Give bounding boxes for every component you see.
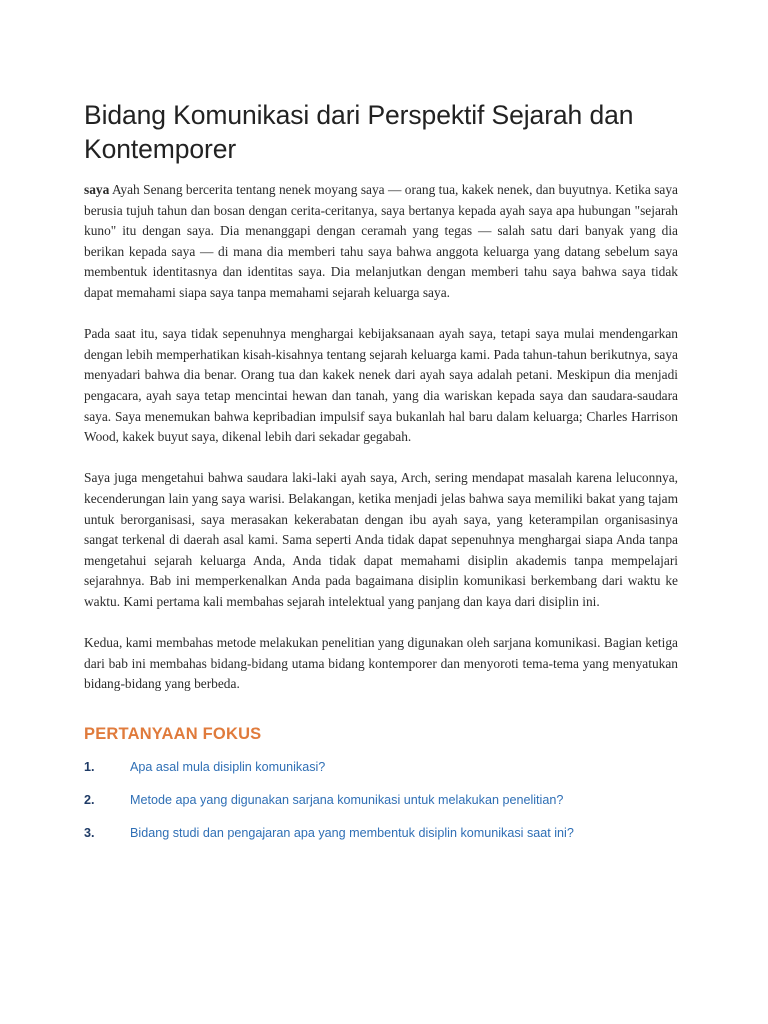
paragraph-text: Saya juga mengetahui bahwa saudara laki-laki ayah saya, Arch, sering mendapat masalah karena leluconnya, kecenderungan lain yang saya warisi. Belakangan, ketika menjadi jelas bahwa saya memiliki bakat yang tajam untuk berorganisasi, saya merasakan kekerabatan dengan ibu ayah saya, yang keterampilan organisasinya sangat terkenal di daerah asal kami. Sama seperti Anda tidak dapat sepenuhnya menghargai siapa Anda tanpa mengetahui sejarah keluarga Anda, Anda tidak dapat memahami disiplin akademis tanpa mempelajari sejarahnya. Bab ini memperkenalkan Anda pada bagaimana disiplin komunikasi berkembang dari waktu ke waktu. Kami pertama kali membahas sejarah intelektual yang panjang dan kaya dari disiplin ini. (84, 470, 678, 609)
paragraph-text: Ayah Senang bercerita tentang nenek moyang saya — orang tua, kakek nenek, dan buyutnya. Ketika saya berusia tujuh tahun dan bosan dengan cerita-ceritanya, saya bertanya kepada ayah saya apa hubungan "sejarah kuno" itu dengan saya. Dia menanggapi dengan ceramah yang tegas — salah satu dari banyak yang dia berikan kepada saya — di mana dia memberi tahu saya bahwa anggota keluarga yang datang sebelum saya membentuk identitasnya dan identitas saya. Dia melanjutkan dengan memberi tahu saya bahwa saya tidak dapat memahami siapa saya tanpa memahami sejarah keluarga saya. (84, 182, 678, 300)
focus-questions-list (84, 760, 678, 859)
document-body (84, 180, 678, 695)
focus-question-3 (84, 826, 678, 859)
paragraph-text: Kedua, kami membahas metode melakukan penelitian yang digunakan oleh sarjana komunikasi. Bagian ketiga dari bab ini membahas bidang-bidang utama bidang kontemporer dan menyoroti tema-tema yang menyatukan bidang-bidang yang berbeda. (84, 635, 678, 692)
paragraph-text: Pada saat itu, saya tidak sepenuhnya menghargai kebijaksanaan ayah saya, tetapi saya mulai mendengarkan dengan lebih memperhatikan kisah-kisahnya tentang sejarah keluarga kami. Pada tahun-tahun berikutnya, saya menyadari bahwa dia benar. Orang tua dan kakek nenek dari ayah saya adalah petani. Meskipun dia menjadi pengacara, ayah saya tetap mencintai hewan dan tanah, yang dia wariskan kepada saya dan saudara-saudara saya. Saya menemukan bahwa kepribadian impulsif saya bukanlah hal baru dalam keluarga; Charles Harrison Wood, kakek buyut saya, dikenal lebih dari sekadar gegabah. (84, 326, 678, 445)
paragraph-3 (84, 468, 678, 612)
paragraph-1 (84, 180, 678, 304)
focus-question-2 (84, 793, 678, 826)
paragraph-lead-word: saya (84, 182, 110, 197)
focus-question-1 (84, 760, 678, 793)
question-number: 1. (84, 759, 95, 774)
document-title: Bidang Komunikasi dari Perspektif Sejarah dan Kontemporer (84, 100, 634, 164)
paragraph-4 (84, 633, 678, 695)
focus-questions-heading: PERTANYAAN FOKUS (84, 724, 262, 743)
question-number: 2. (84, 792, 95, 807)
question-number: 3. (84, 825, 95, 840)
question-text: Apa asal mula disiplin komunikasi? (130, 759, 326, 774)
question-text: Bidang studi dan pengajaran apa yang membentuk disiplin komunikasi saat ini? (130, 825, 574, 840)
paragraph-2 (84, 324, 678, 448)
document-page (84, 0, 678, 859)
question-text: Metode apa yang digunakan sarjana komunikasi untuk melakukan penelitian? (130, 792, 564, 807)
